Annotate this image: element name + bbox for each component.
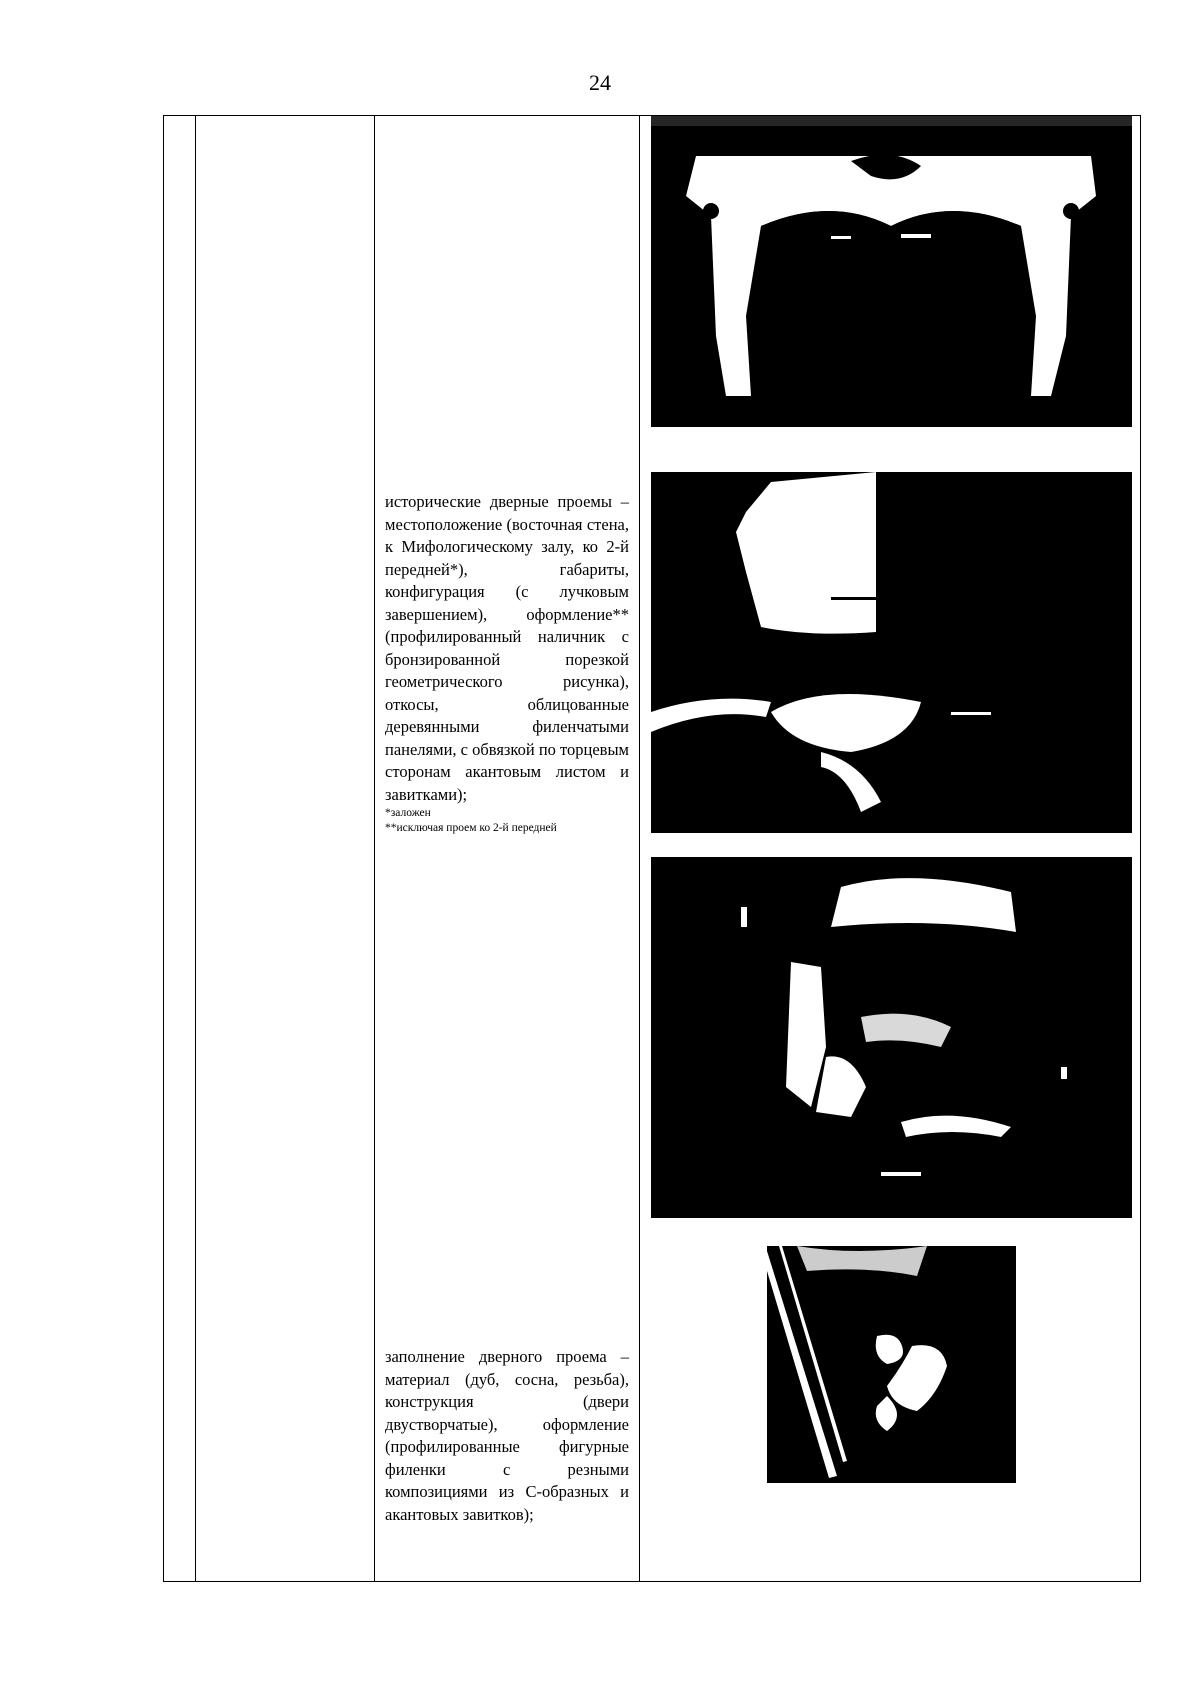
table-cell-name [196,116,375,1582]
doorway-paragraph-text: исторические дверные проемы – местоположение (восточная стена, к Мифологическому залу, ко 2-й передней*), габариты, конфигурация (с лучковым завершением), оформление** (профилированный наличник с бронзированной порезкой геометрического рисунка), откосы, облицованные деревянными филенчатыми панелями, с обвязкой по торцевым сторонам акантовым листом и завитками); [385,492,629,804]
door-filling-paragraph: заполнение дверного проема – материал (дуб, сосна, резьба), конструкция (двери двустворчатые), оформление (профилированные фигурные филенки с резными композициями из С-образных и акантовых завитков); [385,1347,629,1524]
description-text-container [375,116,639,1581]
table-cell-photos [640,116,1141,1582]
page-number: 24 [589,70,611,95]
table-cell-number [164,116,196,1582]
doorway-panel-photo [651,857,1132,1218]
table-cell-description [375,116,640,1582]
doorway-ceiling-photo [651,472,1132,833]
carved-detail-photo [767,1246,1016,1483]
photo-container [640,116,1140,1581]
document-table [163,115,1141,1582]
footnote-exception: **исключая проем ко 2-й передней [385,822,557,834]
fireplace-photo [651,116,1132,427]
footnote-walled: *заложен [385,807,431,819]
table-row [164,116,1141,1582]
doorway-paragraph [385,491,629,836]
